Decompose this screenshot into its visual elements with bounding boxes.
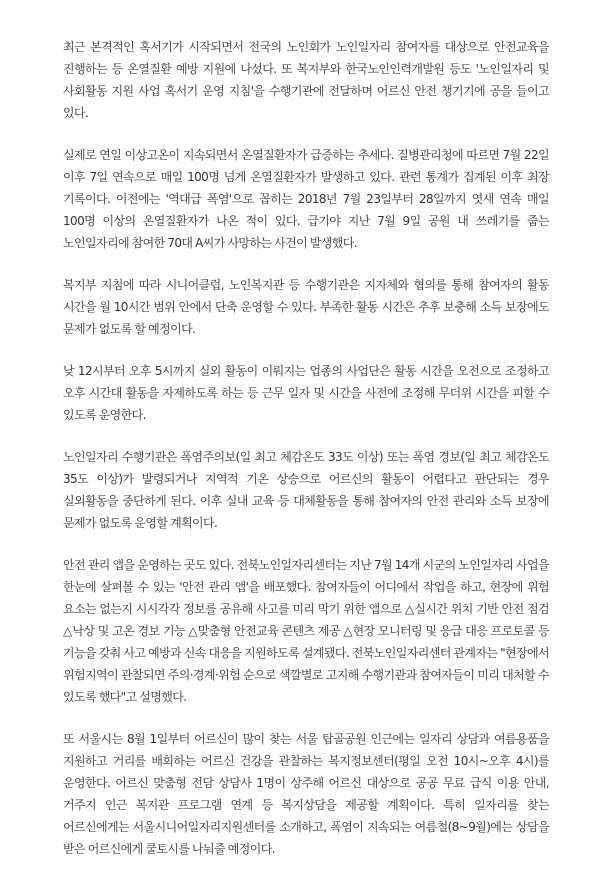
paragraph: 안전 관리 앱을 운영하는 곳도 있다. 전북노인일자리센터는 지난 7월 14개 시군의 노인일자리 사업을 한눈에 살펴볼 수 있는 '안전 관리 앱'을 배포했다. 참여자들이 어디에서 작업을 하고, 현장에 위험 요소는 없는지 시시각각 정보를 공유해 사고를 미리 막기 위한 앱으로 △실시간 위치 기반 안전 점검 △낙상 및 고온 경보 기능 △맞춤형 안전교육 콘텐츠 제공 △현장 모니터링 및 응급 대응 프로토콜 등 기능을 갖춰 사고 예방과 신속 대응을 지원하도록 설계됐다. 전북노인일자리센터 관계자는 "현장에서 위험지역이 관찰되면 주의·경계·위험 순으로 색깔별로 고지해 수행기관과 참여자들이 미리 대처할 수 있도록 했다"고 설명했다. [63, 558, 549, 704]
paragraph: 복지부 지침에 따라 시니어클럽, 노인복지관 등 수행기관은 지자체와 협의를 통해 참여자의 활동 시간을 월 10시간 범위 안에서 단축 운영할 수 있다. 부족한 활동 시간은 추후 보충해 소득 보장에도 문제가 없도록 할 예정이다. [63, 278, 549, 336]
paragraph: 최근 본격적인 혹서기가 시작되면서 전국의 노인회가 노인일자리 참여자를 대상으로 안전교육을 진행하는 등 온열질환 예방 지원에 나섰다. 또 복지부와 한국노인인력개발원 등도 '노인일자리 및 사회활동 지원 사업 혹서기 운영 지침'을 수행기관에 전달하며 어르신 안전 챙기기에 공을 들이고 있다. [63, 40, 549, 120]
paragraph: 또 서울시는 8월 1일부터 어르신이 많이 찾는 서울 탑골공원 인근에는 일자리 상담과 여름용품을 지원하고 거리를 배회하는 어르신 건강을 관찰하는 복지정보센터(평일 오전 10시~오후 4시)를 운영한다. 어르신 맞춤형 전담 상담사 1명이 상주해 어르신 대상으로 공공 무료 급식 이용 안내, 거주지 인근 복지관 프로그램 연계 등 복지상담을 제공할 계획이다. 특히 일자리를 찾는 어르신에게는 서울시니어일자리지원센터를 소개하고, 폭염이 지속되는 여름철(8~9월)에는 상담을 받은 어르신에게 쿨토시를 나눠줄 예정이다. [63, 732, 549, 856]
paragraph: 노인일자리 수행기관은 폭염주의보(일 최고 체감온도 33도 이상) 또는 폭염 경보(일 최고 체감온도 35도 이상)가 발령되거나 지역적 기온 상승으로 어르신의 활동이 어렵다고 판단되는 경우 실외활동을 중단하게 된다. 이후 실내 교육 등 대체활동을 통해 참여자의 안전 관리와 소득 보장에 문제가 없도록 운영할 계획이다. [63, 450, 549, 530]
article-body [63, 36, 549, 880]
paragraph: 실제로 연일 이상고온이 지속되면서 온열질환자가 급증하는 추세다. 질병관리청에 따르면 7월 22일 이후 7일 연속으로 매일 100명 넘게 온열질환자가 발생하고 있다. 관련 통계가 집계된 이후 최장 기록이다. 이전에는 '역대급 폭염'으로 꼽히는 2018년 7월 23일부터 28일까지 엿새 연속 매일 100명 이상의 온열질환자가 나온 적이 있다. 급기야 지난 7월 9일 공원 내 쓰레기를 줍는 노인일자리에 참여한 70대 A씨가 사망하는 사건이 발생했다. [63, 148, 549, 250]
paragraph: 낮 12시부터 오후 5시까지 실외 활동이 이뤄지는 업종의 사업단은 활동 시간을 오전으로 조정하고 오후 시간대 활동을 자제하도록 하는 등 근무 일자 및 시간을 사전에 조정해 무더위 시간을 피할 수 있도록 운영한다. [63, 364, 549, 422]
